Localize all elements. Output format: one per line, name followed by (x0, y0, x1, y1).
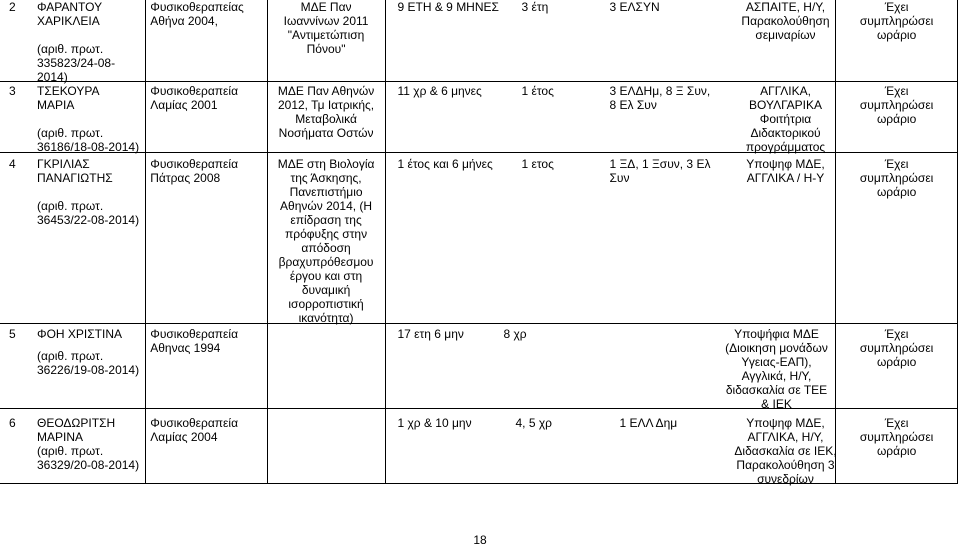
master-line: δυναμική (301, 283, 351, 297)
other-line: συνεδρίων (757, 472, 814, 486)
table-row (0, 324, 958, 409)
candidate-name-line: ΦΑΡΑΝΤΟΥ (37, 0, 103, 14)
candidate-name-line: ΓΚΡΙΛΙΑΣ (37, 157, 90, 171)
social-text: 3 ΕΛΔΗμ, 8 Ξ Συν, (609, 84, 711, 98)
status-line: ωράριο (876, 112, 917, 126)
candidate-cell (0, 153, 145, 323)
other-line: Αγγλικά, Η/Υ, (741, 369, 812, 383)
master-line: Αθηνών 2014, (Η (280, 199, 373, 213)
table-row (0, 0, 958, 82)
degree-line: Φυσικοθεραπείας (150, 0, 244, 14)
status-cell (836, 0, 957, 81)
master-cell (268, 324, 385, 408)
candidate-name-line: ΜΑΡΙΑ (37, 98, 75, 112)
social-text: 1 ΕΛΛ Δημ (619, 416, 678, 430)
master-line: ΜΔΕ Παν (300, 0, 352, 14)
master-line: της Άσκησης, (290, 171, 362, 185)
protocol-line: (αριθ. πρωτ. (37, 42, 104, 56)
other-qualifications (731, 416, 841, 486)
status-line: Έχει (884, 327, 909, 341)
master-line: ΜΔΕ Παν Αθηνών (277, 84, 375, 98)
experience-text: 1 έτος και 6 μήνες (397, 157, 493, 171)
protocol-line: (αριθ. πρωτ. (37, 444, 104, 458)
candidate-name-line: ΜΑΡΙΝΑ (37, 430, 84, 444)
table-row (0, 153, 958, 324)
candidate-cell (0, 82, 145, 152)
master-line: Πόνου" (306, 42, 346, 56)
table-row (0, 82, 958, 153)
other-line: Διδακτορικού (750, 126, 821, 140)
master-cell (268, 409, 385, 483)
other-line: Παρακολούθηση 3 (736, 458, 835, 472)
candidate-name-line: ΦΟΗ ΧΡΙΣΤΙΝΑ (37, 327, 123, 341)
degree-cell (146, 153, 266, 323)
protocol-line: 36226/19-08-2014) (37, 363, 140, 377)
teaching-text: 4, 5 χρ (515, 416, 552, 430)
master-line: επίδραση της (290, 213, 362, 227)
master-line: Ιωαννίνων 2011 (283, 14, 369, 28)
social-text: 3 ΕΛΣΥΝ (609, 0, 660, 14)
teaching-text: 1 ετος (521, 157, 554, 171)
teaching-text: 3 έτη (521, 0, 549, 14)
status-line: συμπληρώσει (859, 430, 934, 444)
master-line: Μεταβολικά (295, 112, 357, 126)
degree-line: Φυσικοθεραπεία (150, 416, 239, 430)
candidate-name-line: ΤΣΕΚΟΥΡΑ (37, 84, 100, 98)
status-line: Έχει (884, 84, 909, 98)
degree-line: Αθήνα 2004, (150, 14, 218, 28)
status-cell (836, 409, 957, 483)
details-cell (386, 153, 836, 323)
other-qualifications (731, 84, 841, 154)
other-line: ΑΣΠΑΙΤΕ, Η/Υ, (745, 0, 826, 14)
status-line: ωράριο (876, 28, 917, 42)
social-text: 8 Ελ Συν (609, 98, 657, 112)
candidate-cell (0, 409, 145, 483)
other-line: σεμιναρίων (755, 28, 816, 42)
other-line: προγράμματος (745, 140, 826, 154)
candidate-name-line: ΧΑΡΙΚΛΕΙΑ (37, 14, 100, 28)
candidate-cell (0, 0, 145, 84)
other-line: ΒΟΥΛΓΑΡΙΚΑ (749, 98, 822, 112)
master-cell (268, 0, 385, 81)
degree-cell (146, 0, 266, 81)
status-cell (836, 324, 957, 408)
master-line: έργου και στη (289, 269, 363, 283)
other-line: & ΙΕΚ (761, 397, 792, 411)
master-line: Νοσήματα Οστών (278, 126, 374, 140)
status-line: Έχει (884, 0, 909, 14)
status-line: Έχει (884, 157, 909, 171)
other-line: Διδασκαλία σε ΙΕΚ, (734, 444, 837, 458)
degree-cell (146, 324, 266, 408)
candidate-name-line: ΠΑΝΑΓΙΩΤΗΣ (37, 171, 113, 185)
details-cell (386, 0, 836, 81)
other-line: Υγειας-ΕΑΠ), (741, 355, 812, 369)
teaching-text: 1 έτος (521, 84, 554, 98)
details-cell (386, 409, 837, 486)
status-line: ωράριο (876, 355, 917, 369)
protocol-line: 2014) (37, 70, 68, 84)
row-number: 5 (9, 327, 16, 341)
protocol-line: (αριθ. πρωτ. (37, 126, 104, 140)
candidate-name-line: ΘΕΟΔΩΡΙΤΣΗ (37, 416, 116, 430)
other-line: Υποψηφ ΜΔΕ, (746, 416, 825, 430)
details-cell (386, 324, 836, 411)
master-line: βραχυπρόθεσμου (278, 255, 374, 269)
master-cell (268, 153, 385, 323)
master-line: "Αντιμετώπιση (287, 28, 365, 42)
status-line: ωράριο (876, 185, 917, 199)
degree-cell (146, 409, 266, 483)
experience-text: 1 χρ & 10 μην (397, 416, 472, 430)
row-number: 3 (9, 84, 16, 98)
table-row (0, 409, 958, 484)
other-qualifications (713, 327, 841, 411)
status-line: συμπληρώσει (859, 171, 934, 185)
row-number: 2 (9, 0, 16, 14)
experience-text: 17 ετη 6 μην (397, 327, 464, 341)
other-line: Υποψηφ ΜΔΕ, (746, 157, 825, 171)
teaching-text: 8 χρ (503, 327, 527, 341)
experience-text: 11 χρ & 6 μηνες (397, 84, 482, 98)
other-line: ΑΓΓΛΙΚΑ / Η-Υ (746, 171, 825, 185)
degree-cell (146, 82, 266, 152)
degree-line: Φυσικοθεραπεία (150, 157, 239, 171)
master-line: ικανότητα) (298, 311, 354, 325)
protocol-line: 335823/24-08- (37, 56, 116, 70)
degree-line: Πάτρας 2008 (150, 171, 221, 185)
status-line: συμπληρώσει (859, 98, 934, 112)
protocol-line: (αριθ. πρωτ. (37, 199, 104, 213)
master-cell (268, 82, 385, 152)
other-line: ΑΓΓΛΙΚΑ, Η/Υ, (747, 430, 824, 444)
status-line: ωράριο (876, 444, 917, 458)
master-line: ΜΔΕ στη Βιολογία (277, 157, 375, 171)
experience-text: 9 ΕΤΗ & 9 ΜΗΝΕΣ (397, 0, 499, 14)
degree-line: Φυσικοθεραπεία (150, 327, 239, 341)
degree-line: Λαμίας 2001 (150, 98, 218, 112)
other-line: Παρακολούθηση (741, 14, 830, 28)
other-line: ΑΓΓΛΙΚΑ, (760, 84, 811, 98)
social-text: Συν (609, 171, 630, 185)
protocol-line: 36329/20-08-2014) (37, 458, 140, 472)
details-cell (386, 82, 836, 152)
other-line: Φοιτήτρια (759, 112, 812, 126)
page-number: 18 (473, 533, 487, 547)
degree-line: Λαμίας 2004 (150, 430, 218, 444)
candidate-cell (0, 324, 145, 408)
row-number: 6 (9, 416, 16, 430)
degree-line: Φυσικοθεραπεία (150, 84, 239, 98)
other-line: διδασκαλία σε ΤΕΕ (725, 383, 828, 397)
other-line: Υποψήφια ΜΔΕ (734, 327, 819, 341)
other-qualifications (731, 157, 841, 185)
protocol-line: 36453/22-08-2014) (37, 213, 140, 227)
status-line: Έχει (884, 416, 909, 430)
master-line: Πανεπιστήμιο (289, 185, 363, 199)
status-cell (836, 153, 957, 323)
master-line: απόδοση (301, 241, 351, 255)
master-line: πρόφυξης στην (285, 227, 368, 241)
other-qualifications (731, 0, 841, 42)
other-line: (Διοικηση μονάδων (725, 341, 828, 355)
status-line: συμπληρώσει (859, 14, 934, 28)
protocol-line: (αριθ. πρωτ. (37, 349, 104, 363)
master-line: ισορροπιστική (288, 297, 364, 311)
protocol-line: 36186/18-08-2014) (37, 140, 140, 154)
row-number: 4 (9, 157, 16, 171)
degree-line: Αθηνας 1994 (150, 341, 221, 355)
status-line: συμπληρώσει (859, 341, 934, 355)
status-cell (836, 82, 957, 152)
social-text: 1 ΞΔ, 1 Ξσυν, 3 Ελ (609, 157, 711, 171)
master-line: 2012, Τμ Ιατρικής, (277, 98, 375, 112)
